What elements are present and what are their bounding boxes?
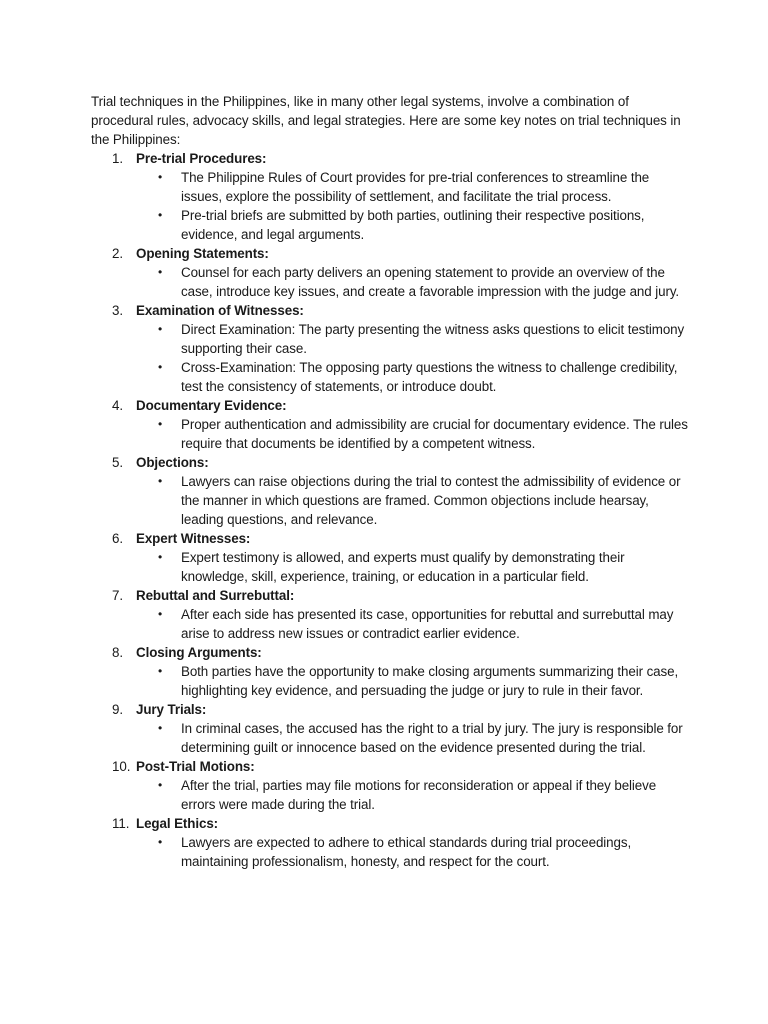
bullet-text: Expert testimony is allowed, and experts must qualify by demonstrating their knowledge, skill, experience, training, or education in a particular field.: [181, 550, 625, 584]
section-number: 6.: [112, 531, 123, 546]
intro-paragraph: Trial techniques in the Philippines, like in many other legal systems, involve a combination of procedural rules, advocacy skills, and legal strategies. Here are some key notes on trial techniques in the Philippines:: [91, 94, 681, 147]
bullet-dot-icon: •: [158, 778, 163, 792]
bullet-text: Cross-Examination: The opposing party questions the witness to challenge credibility, test the consistency of statements, or introduce doubt.: [181, 360, 678, 394]
bullet-dot-icon: •: [158, 721, 163, 735]
section-item: [91, 396, 691, 453]
bullet-item: [136, 263, 691, 301]
bullet-text: Lawyers are expected to adhere to ethical standards during trial proceedings, maintaining professionalism, honesty, and respect for the court.: [181, 835, 632, 869]
bullet-item: [136, 833, 691, 871]
section-title: Objections:: [136, 455, 209, 470]
section-item: [91, 301, 691, 396]
bullet-dot-icon: •: [158, 664, 163, 678]
bullet-text: Pre-trial briefs are submitted by both parties, outlining their respective positions, evidence, and legal arguments.: [181, 208, 645, 242]
bullet-list: [136, 415, 691, 453]
bullet-item: [136, 472, 691, 529]
section-number: 4.: [112, 398, 123, 413]
bullet-item: [136, 415, 691, 453]
section-title: Jury Trials:: [136, 702, 207, 717]
bullet-text: After each side has presented its case, opportunities for rebuttal and surrebuttal may arise to address new issues or contradict earlier evidence.: [181, 607, 674, 641]
section-item: [91, 529, 691, 586]
bullet-dot-icon: •: [158, 550, 163, 564]
section-number: 7.: [112, 588, 123, 603]
section-item: [91, 586, 691, 643]
section-number: 1.: [112, 151, 123, 166]
document-page: [91, 92, 691, 871]
section-item: [91, 757, 691, 814]
bullet-list: [136, 168, 691, 244]
bullet-dot-icon: •: [158, 835, 163, 849]
bullet-text: Both parties have the opportunity to make closing arguments summarizing their case, highlighting key evidence, and persuading the judge or jury to rule in their favor.: [181, 664, 679, 698]
bullet-text: Direct Examination: The party presenting the witness asks questions to elicit testimony supporting their case.: [181, 322, 685, 356]
bullet-dot-icon: •: [158, 474, 163, 488]
section-item: [91, 814, 691, 871]
bullet-list: [136, 719, 691, 757]
bullet-list: [136, 263, 691, 301]
bullet-item: [136, 168, 691, 206]
bullet-text: Counsel for each party delivers an opening statement to provide an overview of the case, introduce key issues, and create a favorable impression with the judge and jury.: [181, 265, 680, 299]
section-title: Closing Arguments:: [136, 645, 262, 660]
bullet-item: [136, 320, 691, 358]
section-number: 9.: [112, 702, 123, 717]
bullet-item: [136, 776, 691, 814]
bullet-item: [136, 548, 691, 586]
section-number: 10.: [112, 759, 131, 774]
bullet-item: [136, 206, 691, 244]
bullet-list: [136, 320, 691, 396]
section-number: 11.: [112, 816, 130, 831]
bullet-dot-icon: •: [158, 208, 163, 222]
section-title: Rebuttal and Surrebuttal:: [136, 588, 295, 603]
section-title: Documentary Evidence:: [136, 398, 287, 413]
section-item: [91, 643, 691, 700]
bullet-list: [136, 662, 691, 700]
bullet-dot-icon: •: [158, 417, 163, 431]
section-title: Opening Statements:: [136, 246, 269, 261]
bullet-text: In criminal cases, the accused has the right to a trial by jury. The jury is responsible for determining guilt or innocence based on the evidence presented during the trial.: [181, 721, 683, 755]
bullet-list: [136, 548, 691, 586]
section-number: 3.: [112, 303, 123, 318]
bullet-item: [136, 358, 691, 396]
bullet-dot-icon: •: [158, 265, 163, 279]
section-number: 2.: [112, 246, 123, 261]
section-title: Legal Ethics:: [136, 816, 219, 831]
section-item: [91, 700, 691, 757]
bullet-text: Lawyers can raise objections during the trial to contest the admissibility of evidence or the manner in which questions are framed. Common objections include hearsay, leading questions, and relevance.: [181, 474, 681, 527]
section-number: 8.: [112, 645, 123, 660]
section-item: [91, 453, 691, 529]
bullet-item: [136, 605, 691, 643]
bullet-dot-icon: •: [158, 607, 163, 621]
section-number: 5.: [112, 455, 123, 470]
section-item: [91, 244, 691, 301]
section-title: Expert Witnesses:: [136, 531, 251, 546]
bullet-text: After the trial, parties may file motions for reconsideration or appeal if they believe errors were made during the trial.: [181, 778, 657, 812]
section-title: Pre-trial Procedures:: [136, 151, 267, 166]
bullet-list: [136, 776, 691, 814]
section-title: Post-Trial Motions:: [136, 759, 255, 774]
bullet-list: [136, 472, 691, 529]
bullet-item: [136, 662, 691, 700]
section-title: Examination of Witnesses:: [136, 303, 304, 318]
bullet-list: [136, 605, 691, 643]
bullet-text: Proper authentication and admissibility are crucial for documentary evidence. The rules require that documents be identified by a competent witness.: [181, 417, 688, 451]
bullet-text: The Philippine Rules of Court provides for pre-trial conferences to streamline the issues, explore the possibility of settlement, and facilitate the trial process.: [181, 170, 650, 204]
sections-list: [91, 149, 691, 871]
bullet-dot-icon: •: [158, 322, 163, 336]
section-item: [91, 149, 691, 244]
bullet-dot-icon: •: [158, 170, 163, 184]
bullet-item: [136, 719, 691, 757]
bullet-list: [136, 833, 691, 871]
bullet-dot-icon: •: [158, 360, 163, 374]
